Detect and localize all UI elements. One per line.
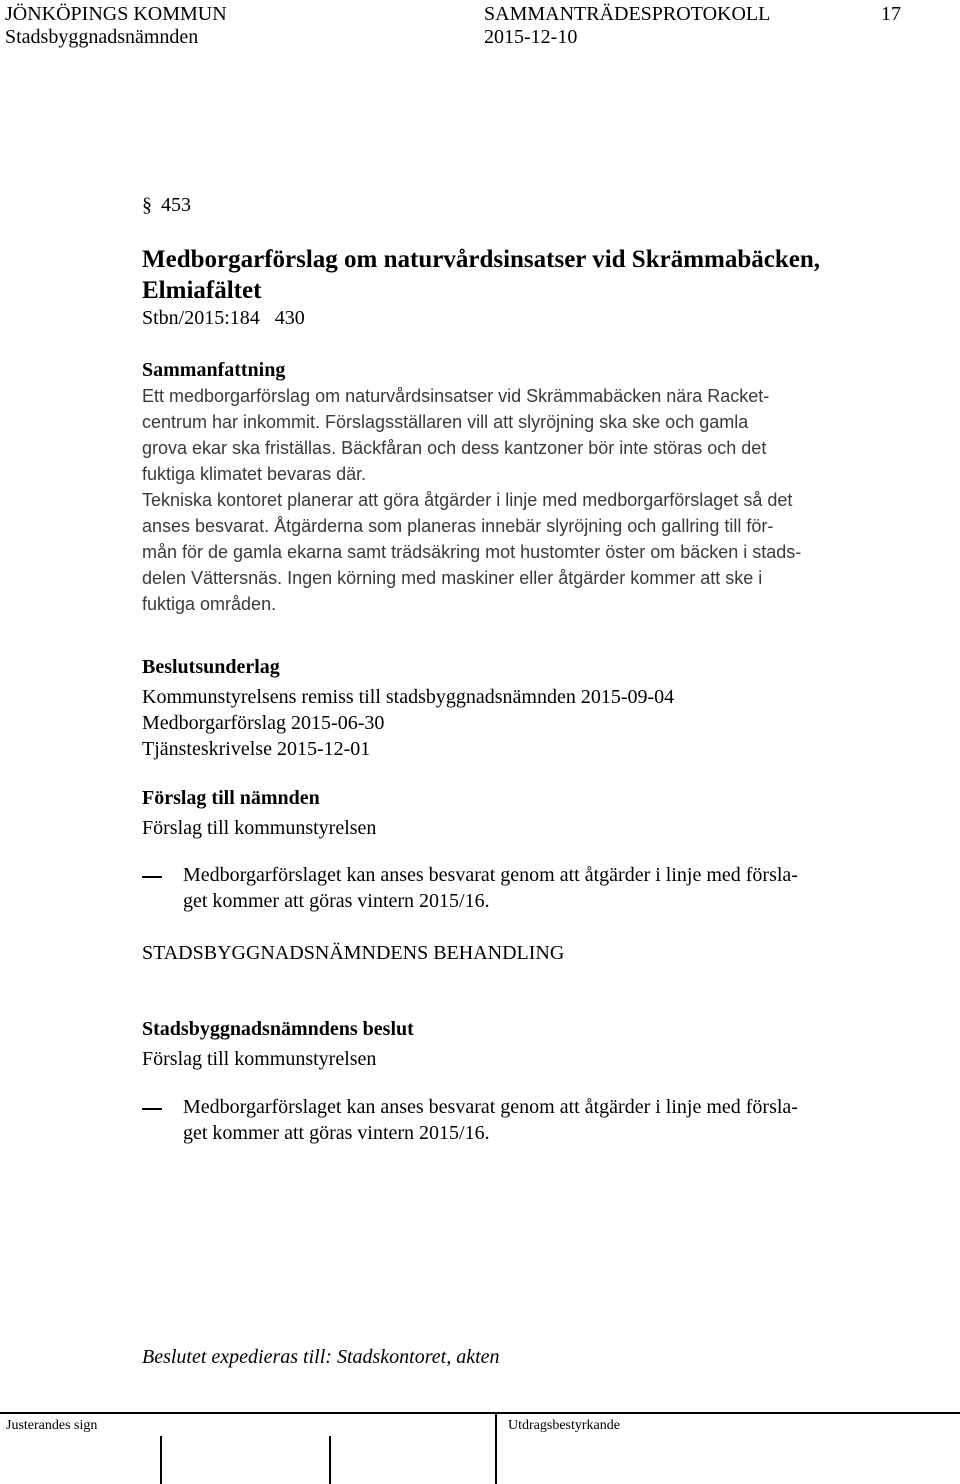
page-number: 17 [881, 3, 901, 25]
summary-line: fuktiga områden. [142, 594, 277, 614]
decision-item-line-2: get kommer att göras vintern 2015/16. [183, 1122, 490, 1144]
summary-line: Tekniska kontoret planerar att göra åtgärder i linje med medborgarförslaget så det [142, 490, 793, 510]
summary-line: anses besvarat. Åtgärderna som planeras innebär slyröjning och gallring till för- [142, 516, 774, 536]
signature-box-left [160, 1436, 162, 1484]
decision-item-line-1: Medborgarförslaget kan anses besvarat genom att åtgärder i linje med försla- [183, 1096, 798, 1118]
decision-basis-item: Kommunstyrelsens remiss till stadsbyggnadsnämnden 2015-09-04 [142, 686, 675, 708]
decision-dash [142, 1108, 162, 1110]
proposal-heading: Förslag till nämnden [142, 787, 320, 809]
handling-heading: STADSBYGGNADSNÄMNDENS BEHANDLING [142, 942, 565, 964]
decision-basis-heading: Beslutsunderlag [142, 656, 280, 678]
signature-box-middle [329, 1436, 331, 1484]
decision-basis-item: Medborgarförslag 2015-06-30 [142, 712, 385, 734]
title-line-1: Medborgarförslag om naturvårdsinsatser vid Skrämmabäcken, [142, 246, 821, 273]
proposal-item-line-1: Medborgarförslaget kan anses besvarat genom att åtgärder i linje med försla- [183, 864, 798, 886]
decision-basis-item: Tjänsteskrivelse 2015-12-01 [142, 738, 371, 760]
title-line-2: Elmiafältet [142, 277, 262, 304]
proposal-item-line-2: get kommer att göras vintern 2015/16. [183, 890, 490, 912]
footer-rule [0, 1412, 960, 1414]
footer-signer-label: Justerandes sign [6, 1418, 98, 1433]
header-committee: Stadsbyggnadsnämnden [5, 26, 199, 48]
header-date: 2015-12-10 [484, 26, 578, 48]
section-number-value: 453 [161, 194, 191, 216]
summary-heading: Sammanfattning [142, 359, 286, 381]
summary-line: delen Vättersnäs. Ingen körning med maskiner eller åtgärder kommer att ske i [142, 568, 763, 588]
decision-intro: Förslag till kommunstyrelsen [142, 1048, 377, 1070]
footer-divider [495, 1412, 497, 1484]
footer-certify-label: Utdragsbestyrkande [508, 1418, 620, 1433]
proposal-dash [142, 876, 162, 878]
summary-line: centrum har inkommit. Förslagsställaren vill att slyröjning ska ske och gamla [142, 412, 749, 432]
decision-heading: Stadsbyggnadsnämndens beslut [142, 1018, 414, 1040]
summary-line: fuktiga klimatet bevaras där. [142, 464, 367, 484]
summary-line: grova ekar ska friställas. Bäckfåran och dess kantzoner bör inte störas och det [142, 438, 767, 458]
proposal-intro: Förslag till kommunstyrelsen [142, 817, 377, 839]
header-doc-type: SAMMANTRÄDESPROTOKOLL [484, 3, 771, 25]
section-symbol: § [142, 194, 152, 216]
case-reference: Stbn/2015:184 430 [142, 307, 305, 329]
header-org: JÖNKÖPINGS KOMMUN [5, 3, 227, 25]
summary-line: Ett medborgarförslag om naturvårdsinsatser vid Skrämmabäcken nära Racket- [142, 386, 770, 406]
summary-paragraph [142, 383, 801, 617]
section-number [142, 193, 191, 217]
summary-line: mån för de gamla ekarna samt trädsäkring mot hustomter öster om bäcken i stads- [142, 542, 802, 562]
dispatch-note: Beslutet expedieras till: Stadskontoret, akten [142, 1346, 500, 1368]
